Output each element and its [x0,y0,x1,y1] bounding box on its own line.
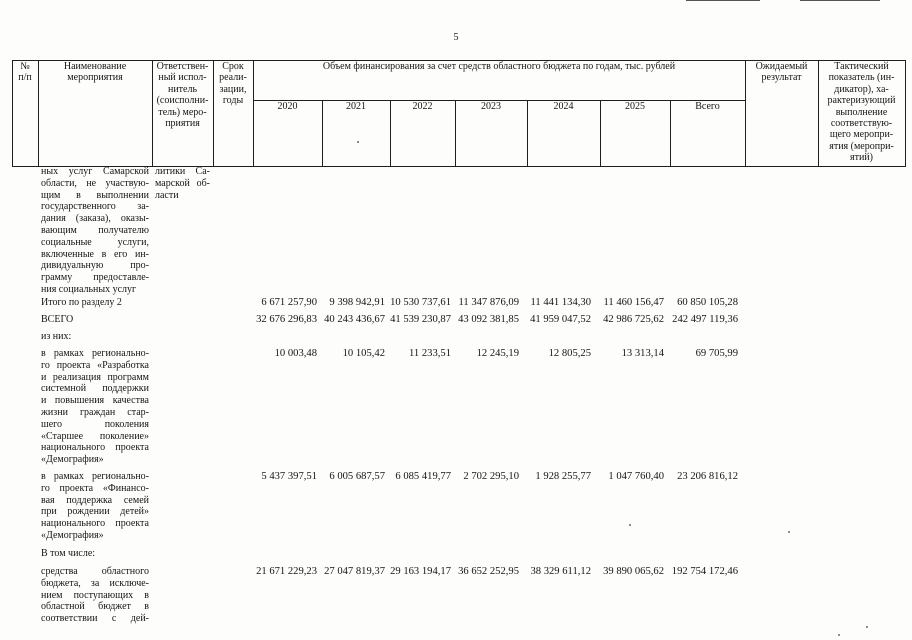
header-line: мероприятия [67,72,123,84]
header-line: ный испол- [158,72,207,84]
amount-total: 23 206 816,12 [677,471,738,482]
column-rule [253,60,254,167]
amount-2022: 29 163 194,17 [390,566,451,577]
activity-name-line: областной бюджет в [41,601,149,613]
header-line: результат [761,72,802,84]
activity-name-line: и реализация программ [41,371,149,383]
activity-name-line: шего поколения [41,418,149,430]
activity-name-line: ния социальных услуг [41,283,137,295]
amount-2023: 2 702 295,10 [463,471,519,482]
amount-2025: 39 890 065,62 [603,566,664,577]
scan-speck [838,634,840,636]
amount-cells [0,314,912,326]
amount-2020: 32 676 296,83 [256,314,317,325]
amount-2024: 12 805,25 [548,348,591,359]
header-line: зации, [219,83,247,95]
header-line: ятия (меропри- [829,140,894,152]
header-line: Тактический [834,61,889,72]
amount-2023: 36 652 252,95 [458,566,519,577]
scan-edge-mark [800,0,880,1]
amount-2020: 21 671 229,23 [256,566,317,577]
header-number [12,61,38,84]
activity-name-line: ных услуг Самарской [41,166,149,177]
activity-name-line: Итого по разделу 2 [41,297,122,308]
activity-name-line: вая поддержка семей [41,494,149,506]
amount-2022: 6 085 419,77 [395,471,451,482]
scan-edge-mark [686,0,760,1]
amount-2024: 11 441 134,30 [530,297,591,308]
activity-name-line: соответствии с дей- [41,613,149,625]
activity-name-line: В том числе: [41,548,96,559]
amount-2020: 10 003,48 [274,348,317,359]
activity-name-cell [41,166,149,296]
header-line: № [20,61,30,72]
header-line: тель) меро- [158,106,207,118]
header-line: соответствую- [830,117,893,129]
activity-name-line: дивидуальную про- [41,260,149,272]
amount-2021: 10 105,42 [342,348,385,359]
header-year-2025: 2025 [625,101,645,112]
activity-name-line: бюджета, за исключе- [41,577,149,589]
table-row [0,471,912,541]
activity-name-line: вающим получателю [41,224,149,236]
amount-2020: 6 671 257,90 [261,297,317,308]
activity-name-line: дания (заказа), оказы- [41,213,149,225]
amount-2025: 11 460 156,47 [603,297,664,308]
executor-cell [155,166,210,201]
header-year-2024: 2024 [553,101,574,112]
column-rule [905,60,906,167]
activity-name-line: ВСЕГО [41,314,74,325]
activity-name-cell [41,348,149,466]
scan-speck [866,626,868,628]
activity-name-line: системной поддержки [41,383,149,395]
scan-speck [788,531,790,533]
amount-total: 69 705,99 [695,348,738,359]
activity-name-line: го проекта «Разработка [41,359,149,371]
activity-name-line: в рамках регионально- [41,348,149,359]
amount-total: 192 754 172,46 [671,566,738,577]
amount-2024: 1 928 255,77 [535,471,591,482]
header-activity-name [38,61,152,84]
activity-name-line: жизни граждан стар- [41,406,149,418]
amount-total: 242 497 119,36 [672,314,738,325]
table-row [0,166,912,295]
activity-name-line: социальные услуги, [41,236,149,248]
amount-2025: 13 313,14 [621,348,664,359]
amount-2021: 6 005 687,57 [329,471,385,482]
table-row [0,548,912,560]
amount-2021: 27 047 819,37 [324,566,385,577]
amount-cells [0,348,912,360]
activity-name-line: го проекта «Финансо- [41,482,149,494]
table-row [0,348,912,466]
header-line: дикатор), ха- [834,83,889,95]
header-line: Ожидаемый [755,61,808,72]
amount-2023: 12 245,19 [476,348,519,359]
header-year-2022: 2022 [412,101,433,112]
header-indicator [818,61,905,164]
activity-name-line: щим в выполнении [41,189,149,201]
activity-name-line: и повышения качества [41,395,149,407]
amount-total: 60 850 105,28 [677,297,738,308]
header-funding: Объем финансирования за счет средств областного бюджета по годам, тыс. рублей [322,61,676,72]
amount-2024: 41 959 047,52 [530,314,591,325]
executor-line: литики Са- [155,166,210,177]
header-year-2020: 2020 [277,101,298,112]
header-executor [152,61,213,129]
amount-2022: 11 233,51 [409,348,451,359]
activity-name-line: «Старшее поколение» [41,430,149,442]
header-line: ятий) [849,152,873,164]
header-year-2021: 2021 [346,101,366,112]
amount-2021: 40 243 436,67 [324,314,385,325]
header-line: годы [222,95,244,107]
table-row-grand-total [0,314,912,326]
header-line: показатель (ин- [828,72,895,84]
activity-name-line: грамму предоставле- [41,272,149,284]
header-total: Всего [695,101,720,112]
activity-name-line: включенные в его ин- [41,248,149,260]
activity-name-line: «Демография» [41,529,104,541]
amount-cells [0,297,912,309]
header-line: Ответствен- [156,61,209,72]
header-line: щего меропри- [829,129,894,141]
header-line: Наименование [63,61,127,72]
header-line: выполнение [835,106,888,118]
amount-2023: 11 347 876,09 [458,297,519,308]
page-number: 5 [453,32,459,43]
header-term [213,61,253,107]
activity-name-line: нием поступающих в [41,589,149,601]
header-line: реали- [219,72,247,84]
amount-cells [0,566,912,578]
amount-2025: 42 986 725,62 [603,314,664,325]
amount-2024: 38 329 611,12 [530,566,591,577]
activity-name-line: в рамках регионально- [41,471,149,482]
table-row-section-total [0,297,912,309]
header-year-2023: 2023 [481,101,501,112]
header-line: (соисполни- [156,95,209,107]
header-line: нитель [167,83,198,95]
executor-line: марской об- [155,177,210,189]
activity-name-line: при рождении детей» [41,506,149,518]
activity-name-line: области, не участвую- [41,177,149,189]
header-line: п/п [18,72,32,84]
amount-2021: 9 398 942,91 [329,297,385,308]
activity-name-line: «Демография» [41,454,104,466]
scan-speck [629,524,631,526]
amount-2022: 41 539 230,87 [390,314,451,325]
header-line: Срок [222,61,244,72]
activity-name-line: национального проекта [41,442,149,454]
executor-line: ласти [155,189,179,201]
activity-name-cell [41,548,149,560]
table-row [0,331,912,343]
scan-speck [357,141,359,143]
activity-name-line: национального проекта [41,518,149,530]
amount-cells [0,471,912,483]
amount-2022: 10 530 737,61 [390,297,451,308]
header-line: рактеризующий [827,95,896,107]
header-line: приятия [165,117,200,129]
header-expected-result [745,61,818,84]
table-row [0,566,912,625]
activity-name-line: государственного за- [41,201,149,213]
amount-2025: 1 047 760,40 [608,471,664,482]
activity-name-cell [41,331,149,343]
amount-2020: 5 437 397,51 [261,471,317,482]
activity-name-line: средства областного [41,566,149,577]
amount-2023: 43 092 381,85 [458,314,519,325]
activity-name-line: из них: [41,331,72,342]
